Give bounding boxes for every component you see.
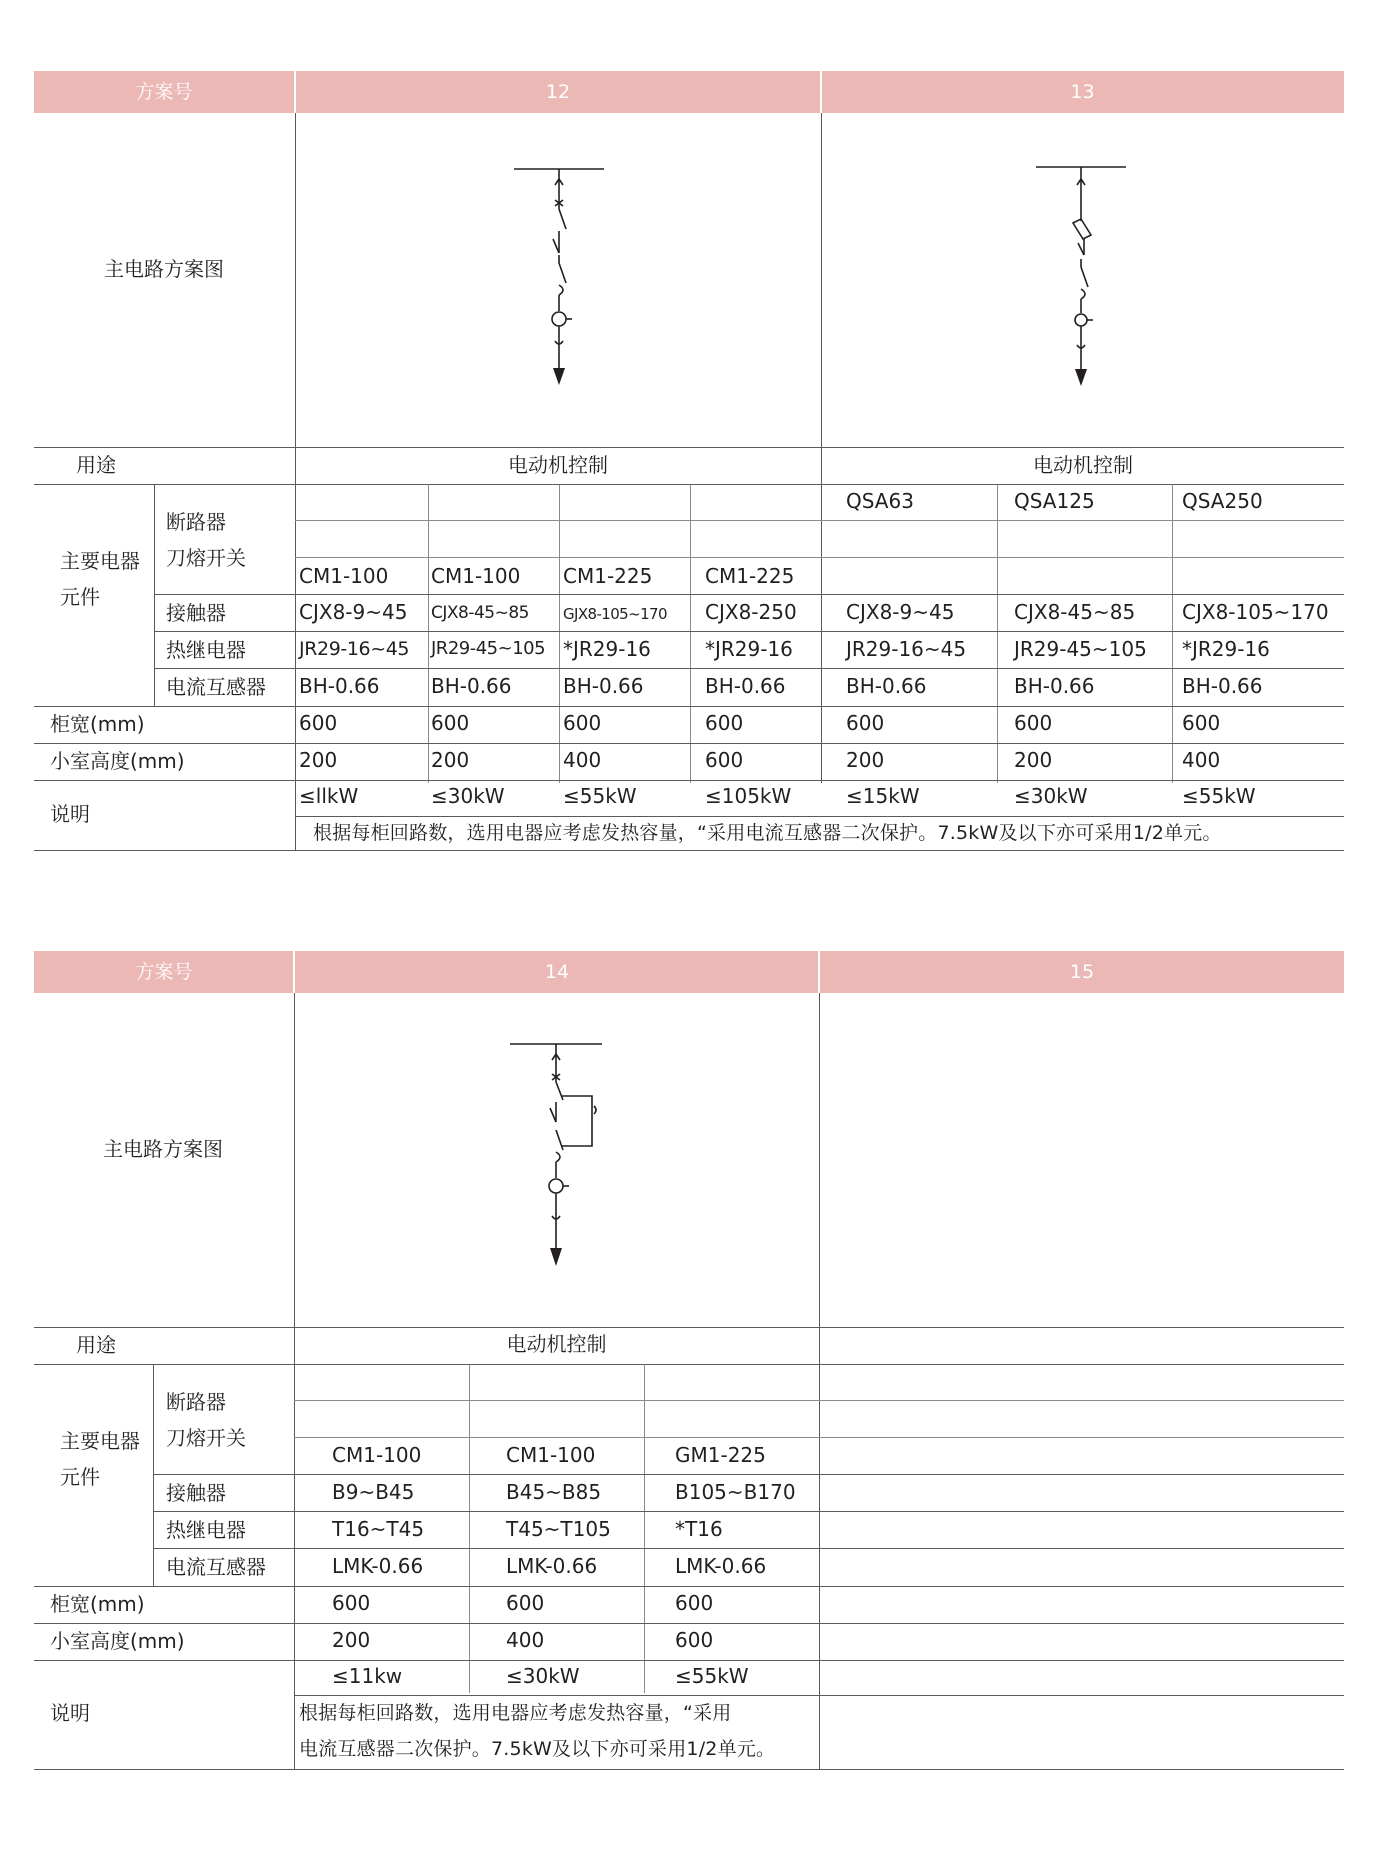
row-label-cabinet-width: 柜宽(mm)	[50, 712, 145, 736]
row-label-components: 主要电器元件	[60, 549, 140, 609]
cell-current-transformer: BH-0.66	[431, 674, 512, 698]
cell-current-transformer: LMK-0.66	[506, 1554, 598, 1578]
cell-chamber-height: 600	[705, 748, 744, 772]
cell-power: ≤105kW	[705, 784, 792, 808]
cell-thermal-relay: T16~T45	[332, 1517, 425, 1541]
cell-contactor: CJX8-45~85	[431, 603, 529, 623]
cell-current-transformer: BH-0.66	[1182, 674, 1263, 698]
cell-power: ≤30kW	[506, 1664, 580, 1688]
cell-chamber-height: 200	[1014, 748, 1053, 772]
cell-power: ≤55kW	[563, 784, 637, 808]
cell-contactor: CJX8-9~45	[299, 600, 408, 624]
row-label-diagram: 主电路方案图	[104, 257, 224, 281]
cell-chamber-height: 200	[332, 1628, 371, 1652]
usage-12: 电动机控制	[508, 453, 608, 477]
row-label-notes: 说明	[50, 1701, 90, 1725]
row-label-chamber-height: 小室高度(mm)	[50, 749, 185, 773]
cell-cabinet-width: 600	[675, 1591, 714, 1615]
cell-fuse-switch: CM1-100	[299, 564, 389, 588]
cell-thermal-relay: JR29-45~105	[431, 638, 546, 659]
cell-chamber-height: 400	[563, 748, 602, 772]
row-label-usage: 用途	[76, 453, 116, 477]
cell-fuse-switch: CM1-225	[563, 564, 653, 588]
cell-fuse-switch: CM1-225	[705, 564, 795, 588]
note-text: 根据每柜回路数，选用电器应考虑发热容量，“采用电流互感器二次保护。7.5kW及以下亦可采用1/2单元。	[313, 822, 1222, 844]
cell-thermal-relay: JR29-45~105	[1014, 637, 1147, 661]
header-scheme-14: 14	[544, 961, 570, 983]
note-text-line-2: 电流互感器二次保护。7.5kW及以下亦可采用1/2单元。	[299, 1738, 776, 1760]
row-label-breaker: 断路器	[166, 1390, 226, 1414]
cell-fuse-switch: CM1-100	[506, 1443, 596, 1467]
cell-cabinet-width: 600	[506, 1591, 545, 1615]
cell-chamber-height: 200	[299, 748, 338, 772]
row-label-fuse-switch: 刀熔开关	[166, 546, 246, 570]
cell-cabinet-width: 600	[1014, 711, 1053, 735]
row-label-components: 主要电器元件	[60, 1429, 140, 1489]
cell-current-transformer: BH-0.66	[846, 674, 927, 698]
header-scheme-label: 方案号	[135, 961, 193, 983]
cell-power: ≤11kw	[332, 1664, 403, 1688]
cell-power: ≤15kW	[846, 784, 920, 808]
row-label-contactor: 接触器	[166, 1481, 226, 1505]
cell-power: ≤55kW	[675, 1664, 749, 1688]
row-label-cabinet-width: 柜宽(mm)	[50, 1592, 145, 1616]
cell-fuse-switch: GM1-225	[675, 1443, 766, 1467]
cell-breaker: QSA125	[1014, 489, 1095, 513]
row-label-fuse-switch: 刀熔开关	[166, 1426, 246, 1450]
cell-power: ≤30kW	[1014, 784, 1088, 808]
cell-thermal-relay: *JR29-16	[1182, 637, 1270, 661]
row-label-notes: 说明	[50, 802, 90, 826]
cell-cabinet-width: 600	[299, 711, 338, 735]
row-label-chamber-height: 小室高度(mm)	[50, 1629, 185, 1653]
cell-power: ≤llkW	[299, 784, 359, 808]
cell-current-transformer: BH-0.66	[563, 674, 644, 698]
cell-chamber-height: 200	[846, 748, 885, 772]
note-text-line-1: 根据每柜回路数，选用电器应考虑发热容量，“采用	[299, 1702, 732, 1724]
row-label-current-transformer: 电流互感器	[166, 1555, 266, 1579]
cell-power: ≤55kW	[1182, 784, 1256, 808]
cell-chamber-height: 600	[675, 1628, 714, 1652]
row-label-diagram: 主电路方案图	[103, 1137, 223, 1161]
usage-14: 电动机控制	[506, 1332, 607, 1356]
row-label-contactor: 接触器	[166, 601, 226, 625]
header-scheme-label: 方案号	[135, 81, 193, 103]
cell-current-transformer: BH-0.66	[705, 674, 786, 698]
cell-contactor: B105~B170	[675, 1480, 796, 1504]
cell-thermal-relay: JR29-16~45	[846, 637, 967, 661]
cell-cabinet-width: 600	[563, 711, 602, 735]
row-label-breaker: 断路器	[166, 510, 226, 534]
cell-current-transformer: LMK-0.66	[675, 1554, 767, 1578]
header-scheme-15: 15	[1069, 961, 1095, 983]
circuit-diagram-12	[510, 163, 610, 393]
cell-cabinet-width: 600	[846, 711, 885, 735]
cell-thermal-relay: T45~T105	[506, 1517, 611, 1541]
cell-breaker: QSA250	[1182, 489, 1263, 513]
row-label-thermal-relay: 热继电器	[166, 1518, 246, 1542]
cell-contactor: B45~B85	[506, 1480, 602, 1504]
cell-chamber-height: 400	[506, 1628, 545, 1652]
cell-chamber-height: 200	[431, 748, 470, 772]
cell-cabinet-width: 600	[431, 711, 470, 735]
cell-thermal-relay: *JR29-16	[563, 637, 651, 661]
cell-contactor: B9~B45	[332, 1480, 415, 1504]
row-label-thermal-relay: 热继电器	[166, 638, 246, 662]
cell-current-transformer: BH-0.66	[1014, 674, 1095, 698]
cell-contactor: CJX8-45~85	[1014, 600, 1136, 624]
usage-13: 电动机控制	[1033, 453, 1133, 477]
cell-fuse-switch: CM1-100	[332, 1443, 422, 1467]
cell-contactor: CJX8-250	[705, 600, 797, 624]
circuit-diagram-14	[506, 1038, 616, 1278]
header-scheme-13: 13	[1070, 81, 1095, 103]
cell-contactor: CJX8-9~45	[846, 600, 955, 624]
cell-cabinet-width: 600	[332, 1591, 371, 1615]
row-label-current-transformer: 电流互感器	[166, 675, 266, 699]
cell-breaker: QSA63	[846, 489, 914, 513]
header-scheme-12: 12	[545, 81, 571, 103]
cell-current-transformer: LMK-0.66	[332, 1554, 424, 1578]
cell-power: ≤30kW	[431, 784, 505, 808]
cell-thermal-relay: *T16	[675, 1517, 723, 1541]
cell-current-transformer: BH-0.66	[299, 674, 380, 698]
cell-thermal-relay: *JR29-16	[705, 637, 793, 661]
cell-contactor: CJX8-105~170	[1182, 600, 1329, 624]
cell-thermal-relay: JR29-16~45	[299, 638, 410, 660]
cell-fuse-switch: CM1-100	[431, 564, 521, 588]
row-label-usage: 用途	[76, 1333, 116, 1357]
cell-chamber-height: 400	[1182, 748, 1221, 772]
cell-cabinet-width: 600	[1182, 711, 1221, 735]
cell-cabinet-width: 600	[705, 711, 744, 735]
circuit-diagram-13	[1032, 163, 1132, 393]
cell-contactor: GJX8-105~170	[563, 605, 667, 623]
